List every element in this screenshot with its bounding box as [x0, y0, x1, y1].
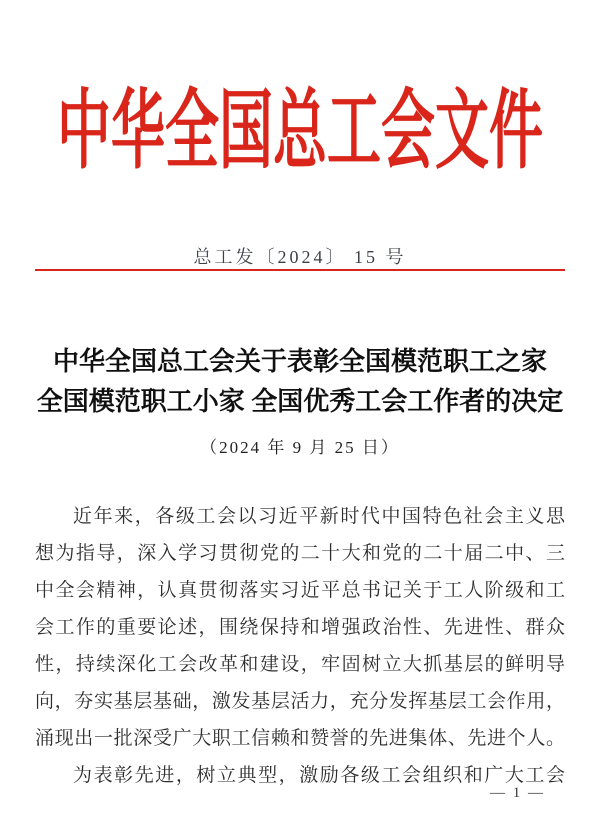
title-line-2: 全国模范职工小家 全国优秀工会工作者的决定	[36, 387, 564, 416]
document-title	[0, 342, 600, 422]
body-text	[35, 498, 565, 794]
letterhead-title: 中华全国总工会文件	[57, 83, 543, 180]
title-date: （2024 年 9 月 25 日）	[200, 438, 400, 457]
body-line: 会工作的重要论述，围绕保持和增强政治性、先进性、群众	[35, 617, 565, 638]
page-number: — 1 —	[490, 785, 545, 801]
title-line-1: 中华全国总工会关于表彰全国模范职工之家	[52, 347, 547, 376]
body-line: 近年来，各级工会以习近平新时代中国特色社会主义思	[73, 506, 565, 527]
red-divider-line	[35, 269, 565, 271]
body-line: 向，夯实基层基础，激发基层活力，充分发挥基层工会作用，	[35, 691, 565, 712]
body-line: 想为指导，深入学习贯彻党的二十大和党的二十届二中、三	[35, 543, 565, 564]
body-line: 涌现出一批深受广大职工信赖和赞誉的先进集体、先进个人。	[35, 728, 565, 749]
body-line: 性，持续深化工会改革和建设，牢固树立大抓基层的鲜明导	[35, 654, 565, 675]
body-line: 中全会精神，认真贯彻落实习近平总书记关于工人阶级和工	[35, 580, 565, 601]
body-line: 为表彰先进，树立典型，激励各级工会组织和广大工会	[73, 765, 565, 786]
document-number: 总工发〔2024〕 15 号	[193, 247, 407, 267]
